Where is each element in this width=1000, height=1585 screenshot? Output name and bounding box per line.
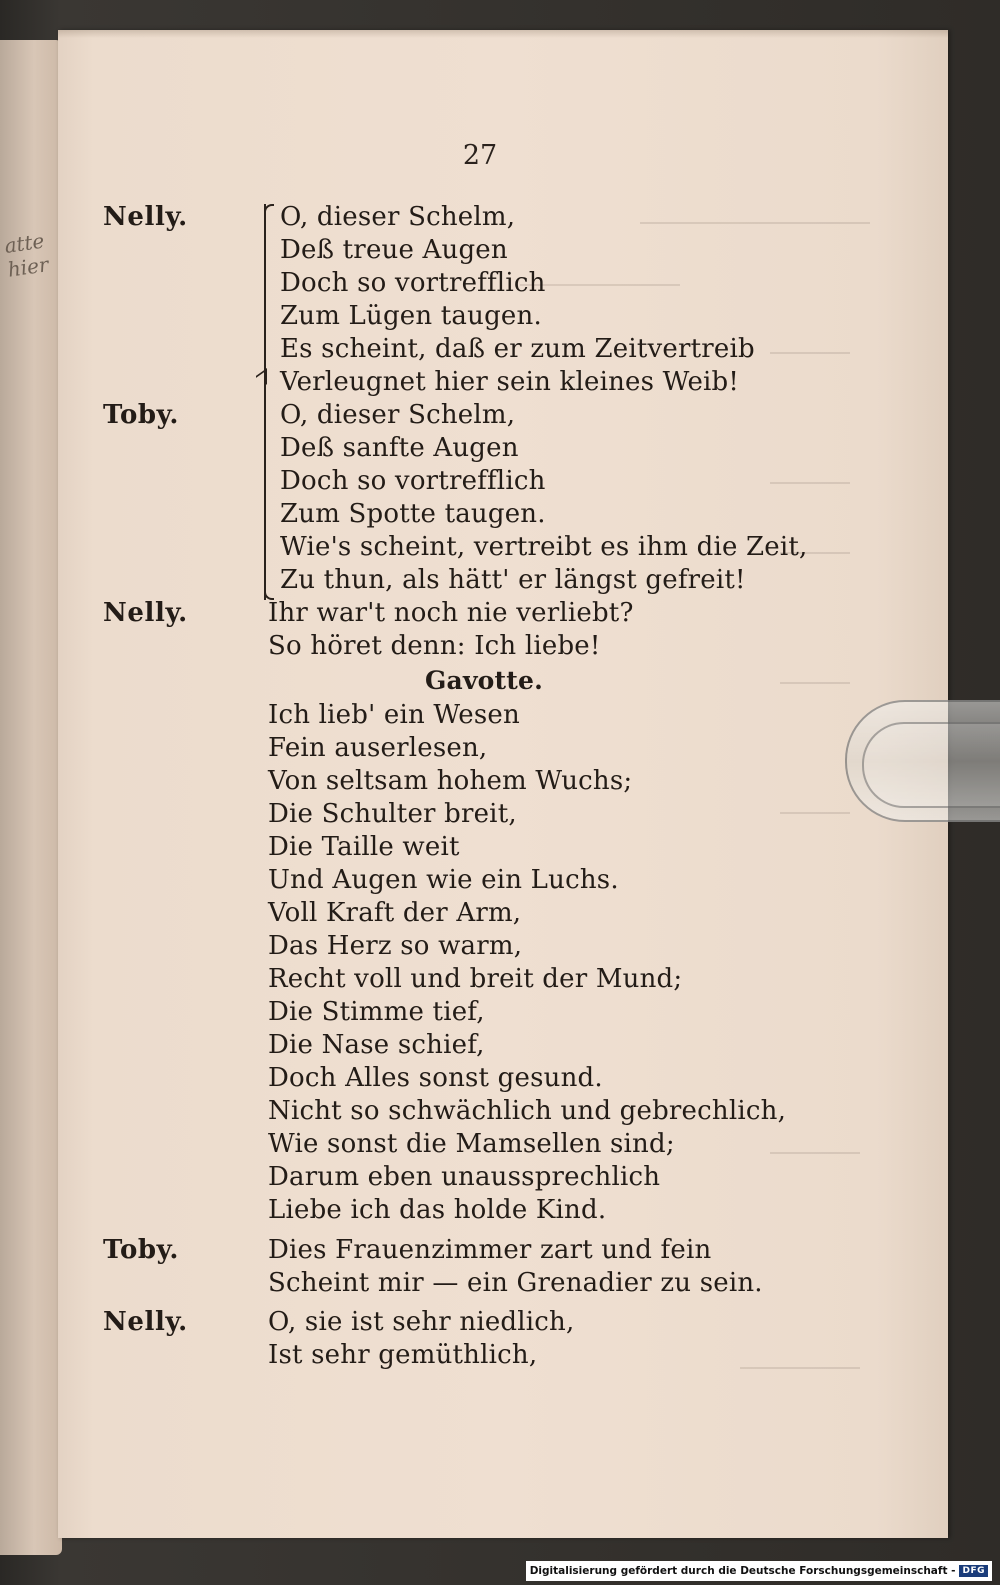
show-through-mark (780, 790, 850, 814)
facing-page-fragment: atte hier (2, 228, 50, 282)
verse-line: Darum eben unaussprechlich (268, 1162, 661, 1192)
speaker-label: Nelly. (103, 202, 188, 232)
show-through-mark (770, 1130, 860, 1154)
show-through-mark (640, 200, 870, 224)
verse-line: Ist sehr gemüthlich, (268, 1340, 538, 1370)
verse-line: Die Taille weit (268, 832, 460, 862)
verse-line: Ich lieb' ein Wesen (268, 700, 520, 730)
section-heading: Gavotte. (425, 666, 544, 695)
verse-line: Fein auserlesen, (268, 733, 488, 763)
show-through-mark (780, 660, 850, 684)
speaker-label: Toby. (103, 1235, 180, 1265)
verse-line: O, sie ist sehr niedlich, (268, 1307, 575, 1337)
verse-line: Die Schulter breit, (268, 799, 517, 829)
verse-line: Zum Spotte taugen. (280, 499, 546, 529)
verse-line: Nicht so schwächlich und gebrechlich, (268, 1096, 787, 1126)
verse-line: Das Herz so warm, (268, 931, 523, 961)
verse-line: Verleugnet hier sein kleines Weib! (280, 367, 740, 397)
verse-line: Es scheint, daß er zum Zeitvertreib (280, 334, 755, 364)
verse-line: O, dieser Schelm, (280, 400, 516, 430)
show-through-mark (740, 1345, 860, 1369)
verse-line: Deß sanfte Augen (280, 433, 519, 463)
verse-line: Wie sonst die Mamsellen sind; (268, 1129, 675, 1159)
duet-bracket (264, 204, 278, 600)
show-through-mark (770, 330, 850, 354)
verse-line: Die Nase schief, (268, 1030, 485, 1060)
verse-line: Deß treue Augen (280, 235, 508, 265)
verse-line: Zum Lügen taugen. (280, 301, 542, 331)
verse-line: Von seltsam hohem Wuchs; (268, 766, 633, 796)
verse-line: Scheint mir — ein Grenadier zu sein. (268, 1268, 763, 1298)
verse-line: Doch Alles sonst gesund. (268, 1063, 603, 1093)
speaker-label: Toby. (103, 400, 180, 430)
dfg-logo: DFG (959, 1565, 988, 1577)
verse-line: Wie's scheint, vertreibt es ihm die Zeit, (280, 532, 808, 562)
speaker-label: Nelly. (103, 1307, 188, 1337)
verse-line: Recht voll und breit der Mund; (268, 964, 683, 994)
show-through-mark (770, 460, 850, 484)
verse-line: Liebe ich das holde Kind. (268, 1195, 607, 1225)
page-number: 27 (462, 140, 498, 171)
verse-line: Dies Frauenzimmer zart und fein (268, 1235, 712, 1265)
verse-line: Ihr war't noch nie verliebt? (268, 598, 634, 628)
verse-line: Die Stimme tief, (268, 997, 485, 1027)
footer-text: Digitalisierung gefördert durch die Deutsche Forschungsgemeinschaft - (529, 1565, 956, 1577)
verse-line: Doch so vortrefflich (280, 268, 546, 298)
digitization-footer (526, 1561, 992, 1581)
verse-line: So höret denn: Ich liebe! (268, 631, 601, 661)
verse-line: O, dieser Schelm, (280, 202, 516, 232)
verse-line: Doch so vortrefflich (280, 466, 546, 496)
speaker-label: Nelly. (103, 598, 188, 628)
facing-page-edge (0, 40, 62, 1555)
verse-line: Voll Kraft der Arm, (268, 898, 522, 928)
verse-line: Und Augen wie ein Luchs. (268, 865, 619, 895)
page-top-shadow (58, 30, 948, 38)
page-clip-inner (862, 722, 1000, 808)
verse-line: Zu thun, als hätt' er längst gefreit! (280, 565, 746, 595)
